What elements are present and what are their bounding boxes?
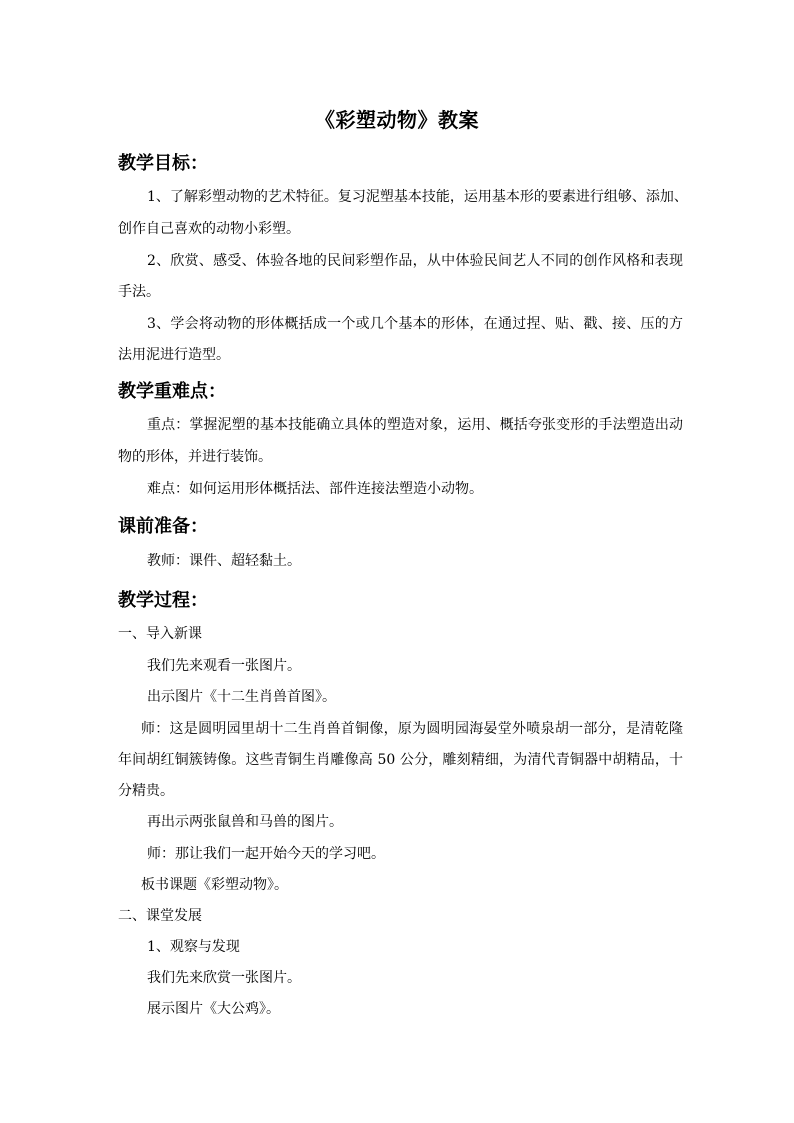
process-paragraph-3-line-1: 师：这是圆明园里胡十二生肖兽首铜像，原为圆明园海晏堂外喷泉胡一部分，是清乾隆 <box>141 721 683 737</box>
part-1-title: 一、导入新课 <box>118 626 202 642</box>
process-paragraph-1: 我们先来观看一张图片。 <box>147 658 301 674</box>
objective-3-line-1: 3、学会将动物的形体概括成一个或几个基本的形体，在通过捏、贴、戳、接、压的方 <box>147 316 683 332</box>
objective-1-line-1: 1、了解彩塑动物的艺术特征。复习泥塑基本技能，运用基本形的要素进行组够、添加、 <box>147 189 688 205</box>
process-paragraph-6: 板书课题《彩塑动物》。 <box>141 877 288 893</box>
sub-section-1-title: 1、观察与发现 <box>147 939 240 955</box>
objective-2-line-1: 2、欣赏、感受、体验各地的民间彩塑作品，从中体验民间艺人不同的创作风格和表现 <box>147 253 683 269</box>
process-heading: 教学过程： <box>118 590 208 611</box>
process-paragraph-8: 展示图片《大公鸡》。 <box>147 1001 280 1017</box>
process-paragraph-7: 我们先来欣赏一张图片。 <box>147 970 301 986</box>
focus-line-2: 物的形体，并进行装饰。 <box>118 449 272 465</box>
process-paragraph-4: 再出示两张鼠兽和马兽的图片。 <box>147 814 343 830</box>
focus-line-1: 重点：掌握泥塑的基本技能确立具体的塑造对象，运用、概括夸张变形的手法塑造出动 <box>147 417 683 433</box>
process-paragraph-2: 出示图片《十二生肖兽首图》。 <box>147 689 336 705</box>
preparation-heading: 课前准备： <box>118 516 208 537</box>
key-points-heading: 教学重难点： <box>118 381 226 402</box>
document-title: 《彩塑动物》教案 <box>315 108 479 132</box>
difficulty-line: 难点：如何运用形体概括法、部件连接法塑造小动物。 <box>147 481 483 497</box>
preparation-teacher: 教师：课件、超轻黏土。 <box>147 553 301 569</box>
process-paragraph-5: 师：那让我们一起开始今天的学习吧。 <box>147 846 385 862</box>
process-paragraph-3-line-2: 年间胡红铜簇铸像。这些青铜生肖雕像高 50 公分，雕刻精细，为清代青铜器中胡精品，十 <box>118 752 683 768</box>
objective-2-line-2: 手法。 <box>118 284 160 300</box>
objective-1-line-2: 创作自己喜欢的动物小彩塑。 <box>118 221 300 237</box>
objectives-heading: 教学目标： <box>118 153 208 174</box>
part-2-title: 二、课堂发展 <box>118 908 202 924</box>
process-paragraph-3-line-3: 分精贵。 <box>118 783 174 799</box>
objective-3-line-2: 法用泥进行造型。 <box>118 347 230 363</box>
